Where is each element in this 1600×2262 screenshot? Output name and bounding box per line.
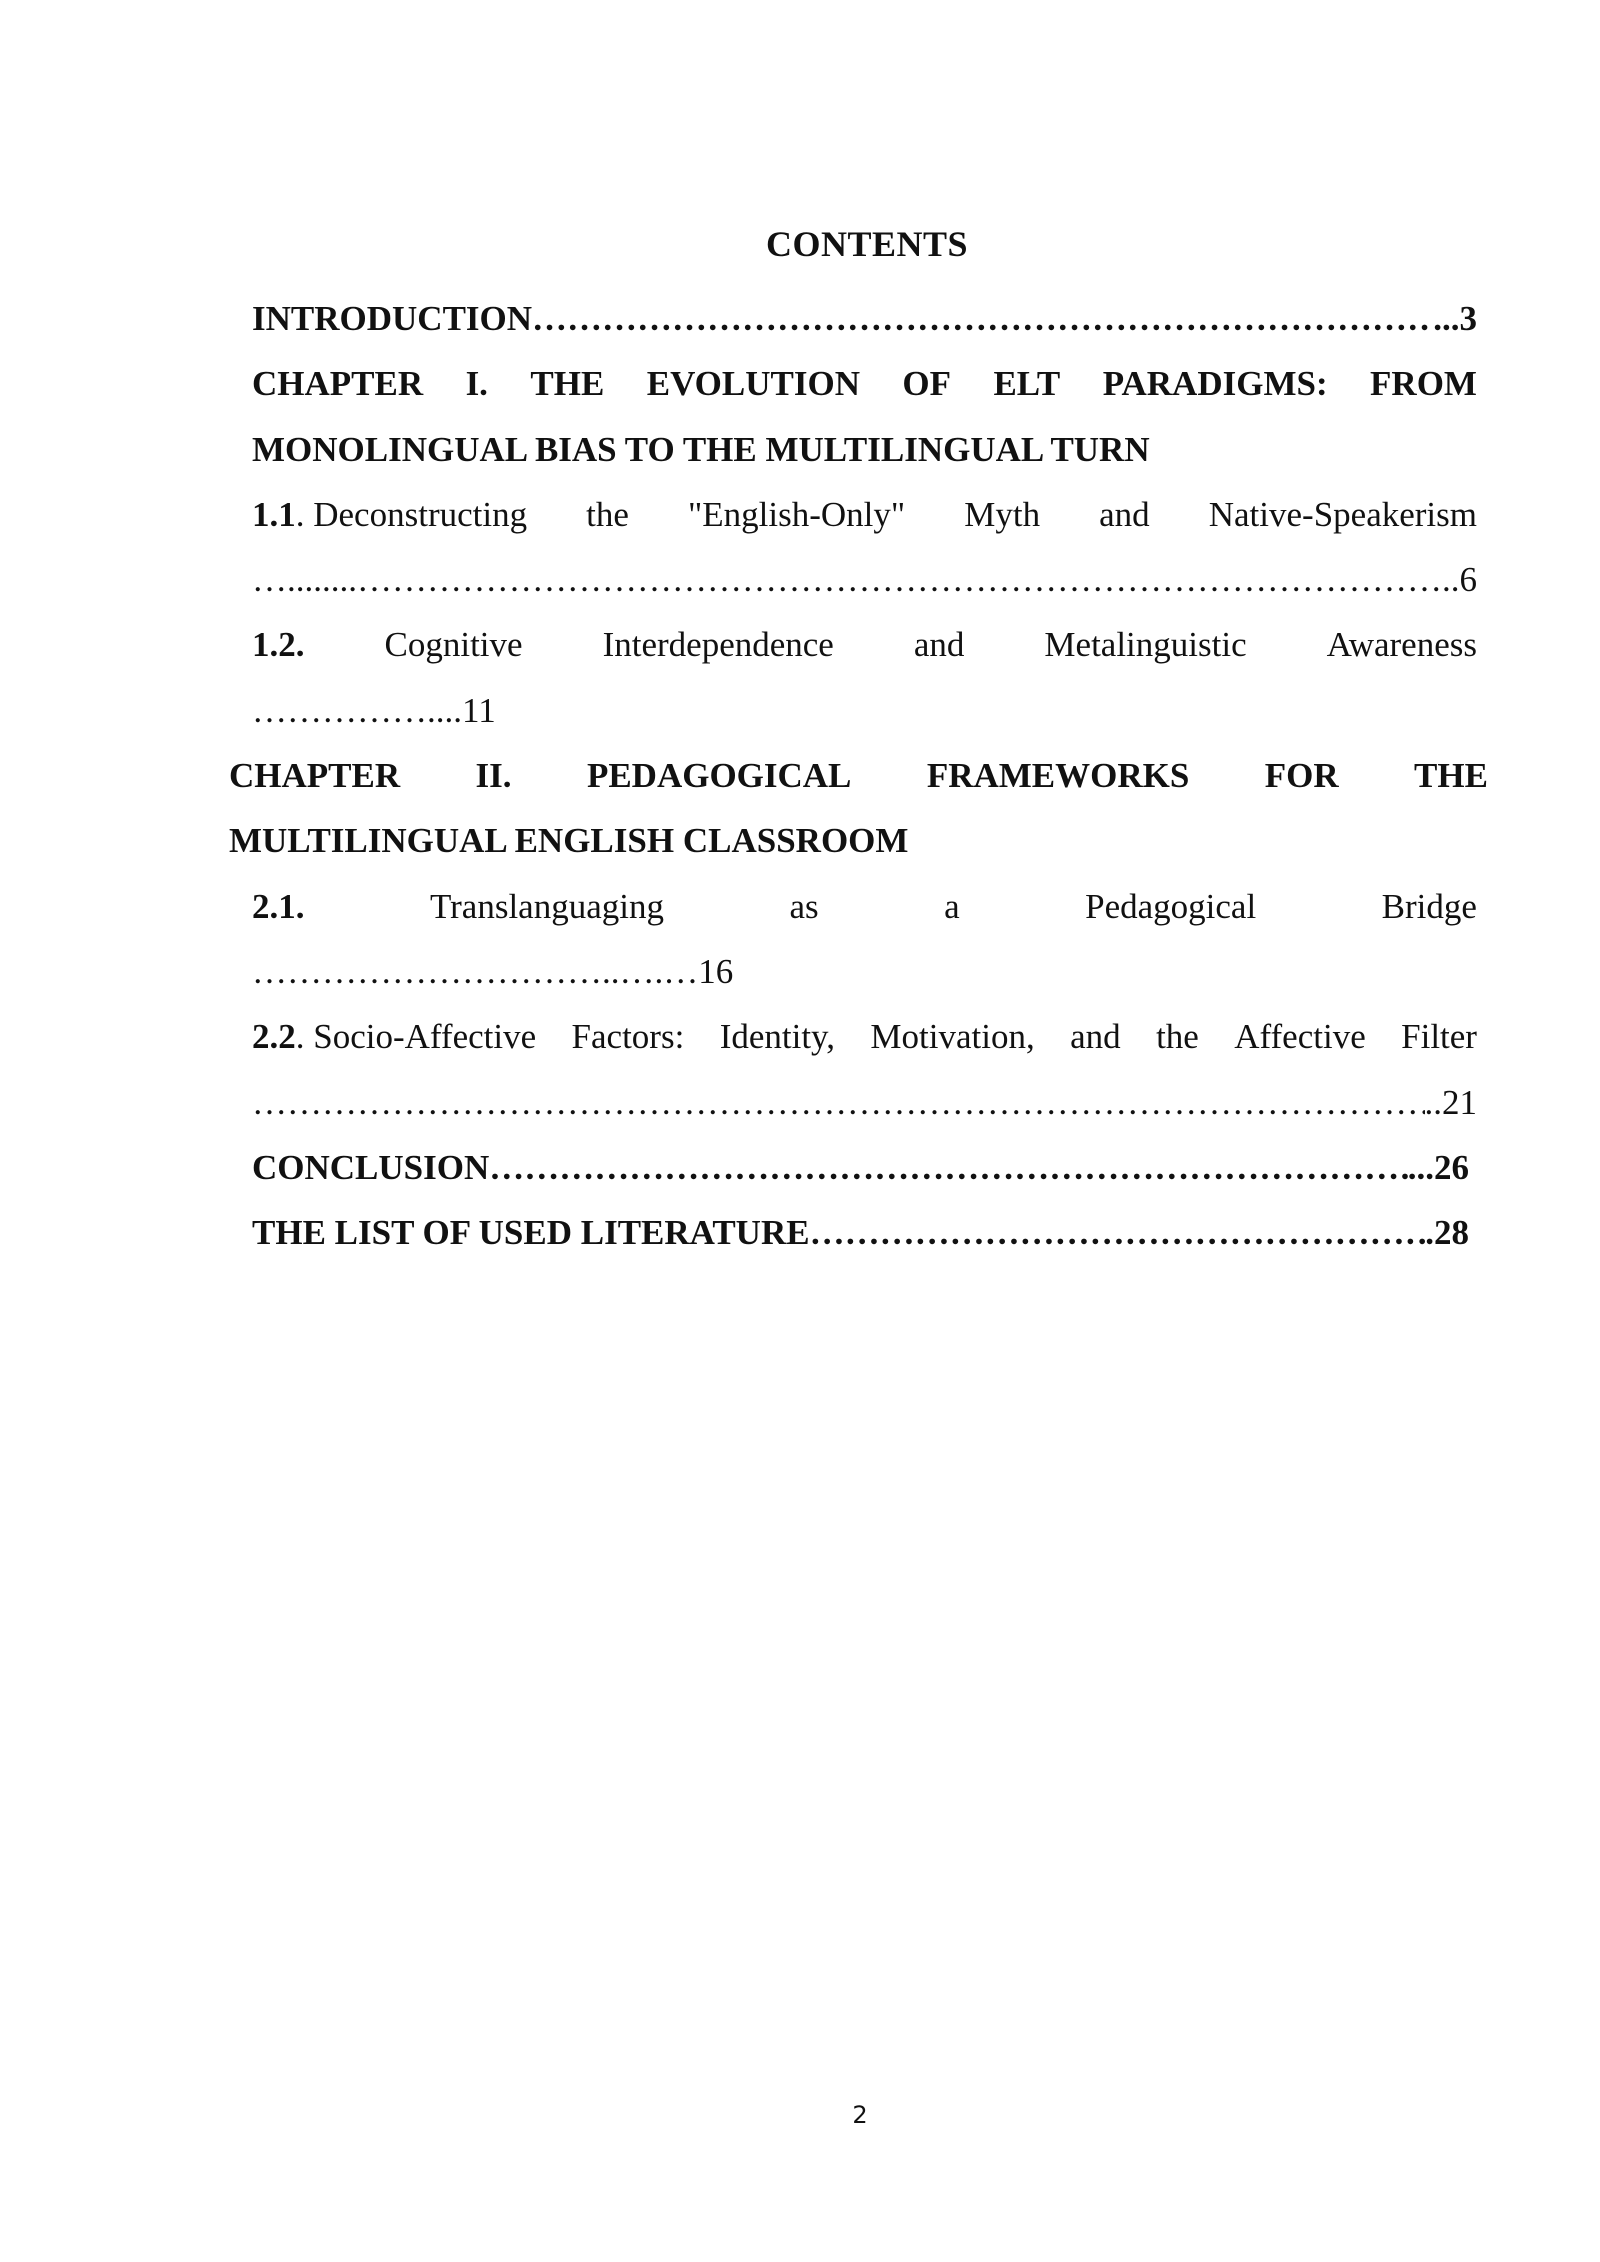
- toc-word: FROM: [1370, 364, 1477, 404]
- toc-word: THE: [1414, 756, 1488, 796]
- toc-page-number: ...26: [1407, 1147, 1469, 1187]
- toc-section-1-1: [252, 482, 1477, 547]
- toc-word: the: [586, 494, 629, 534]
- toc-word: Filter: [1401, 1017, 1477, 1057]
- dot-leader: …………………………..….…: [252, 951, 699, 991]
- toc-chapter-2-line-2: MULTILINGUAL ENGLISH CLASSROOM: [229, 821, 909, 861]
- toc-entry-label: INTRODUCTION: [252, 299, 533, 338]
- toc-section-1-2: [252, 612, 1477, 677]
- table-of-contents: [229, 286, 1488, 1265]
- dot-leader-start: …........: [252, 560, 357, 600]
- toc-page-number: .28: [1425, 1213, 1469, 1253]
- toc-word: I.: [465, 364, 488, 404]
- toc-chapter-2-line-1: [229, 743, 1488, 808]
- toc-word: and: [913, 625, 965, 665]
- toc-section-2-1-leader-line: [252, 939, 1477, 1004]
- toc-chapter-1-line-1: [252, 351, 1477, 416]
- toc-word: ELT: [993, 364, 1061, 404]
- dot-leader: [357, 547, 1442, 612]
- toc-section-1-2-leader-line: [252, 678, 1477, 743]
- toc-chapter-1-line-2: MONOLINGUAL BIAS TO THE MULTILINGUAL TURN: [252, 429, 1150, 469]
- toc-word: Identity,: [719, 1017, 836, 1057]
- dot-leader: [810, 1200, 1426, 1265]
- toc-entry-label: CONCLUSION: [252, 1147, 490, 1187]
- toc-word: Awareness: [1326, 625, 1477, 665]
- toc-word: Native-Speakerism: [1208, 494, 1477, 534]
- toc-word: II.: [475, 756, 512, 796]
- toc-word: Motivation,: [870, 1017, 1035, 1057]
- dot-leader: [532, 286, 1433, 351]
- toc-section-number: 1.2.: [252, 625, 305, 665]
- toc-page-number: ..21: [1424, 1082, 1477, 1122]
- toc-section-heading: [252, 482, 527, 547]
- toc-word: THE: [530, 364, 605, 404]
- toc-word: and: [1099, 494, 1150, 534]
- toc-word: CHAPTER: [229, 756, 401, 796]
- toc-word: . Deconstructing: [295, 494, 528, 534]
- toc-word: PARADIGMS:: [1102, 364, 1328, 404]
- toc-word: . Socio-Affective: [295, 1017, 537, 1057]
- toc-word: Pedagogical: [1085, 886, 1257, 926]
- toc-section-2-1: [252, 874, 1477, 939]
- toc-word: CHAPTER: [252, 364, 424, 404]
- toc-section-2-2: [252, 1004, 1477, 1069]
- toc-word: Interdependence: [602, 625, 834, 665]
- toc-section-number: 2.2: [252, 1017, 296, 1057]
- toc-page-number: ...3: [1433, 299, 1477, 338]
- toc-word: Translanguaging: [429, 886, 664, 926]
- toc-section-1-1-leader-line: [252, 547, 1477, 612]
- toc-word: and: [1070, 1017, 1121, 1057]
- toc-word: "English-Only": [687, 494, 906, 534]
- toc-section-2-2-leader-line: [252, 1070, 1477, 1135]
- toc-word: PEDAGOGICAL: [586, 756, 852, 796]
- toc-word: Metalinguistic: [1044, 625, 1247, 665]
- toc-word: EVOLUTION: [646, 364, 860, 404]
- toc-word: FRAMEWORKS: [926, 756, 1190, 796]
- toc-word: as: [789, 886, 819, 926]
- toc-word: Cognitive: [384, 625, 523, 665]
- toc-word: Factors:: [571, 1017, 685, 1057]
- toc-section-number: 1.1: [252, 494, 296, 534]
- toc-entry-label: THE LIST OF USED LITERATURE: [252, 1213, 810, 1253]
- toc-entry-introduction: [252, 286, 1477, 351]
- toc-entry-conclusion: [252, 1135, 1477, 1200]
- toc-word: Affective: [1234, 1017, 1366, 1057]
- toc-section-heading: [252, 1004, 536, 1069]
- toc-word: FOR: [1264, 756, 1339, 796]
- dot-leader: [489, 1135, 1407, 1200]
- contents-heading: CONTENTS: [765, 224, 969, 264]
- toc-word: Bridge: [1381, 886, 1477, 926]
- toc-word: Myth: [964, 494, 1041, 534]
- toc-entry-literature: [252, 1200, 1477, 1265]
- dot-leader: ……………....: [252, 690, 462, 730]
- toc-page-number: 16: [698, 951, 734, 991]
- toc-page-number: ..6: [1442, 560, 1477, 600]
- toc-word: a: [944, 886, 960, 926]
- dot-leader: [252, 1070, 1425, 1135]
- toc-word: OF: [902, 364, 952, 404]
- page-number: 2: [852, 2101, 868, 2129]
- toc-word: the: [1156, 1017, 1199, 1057]
- toc-section-number: 2.1.: [252, 886, 305, 926]
- toc-page-number: 11: [462, 690, 496, 730]
